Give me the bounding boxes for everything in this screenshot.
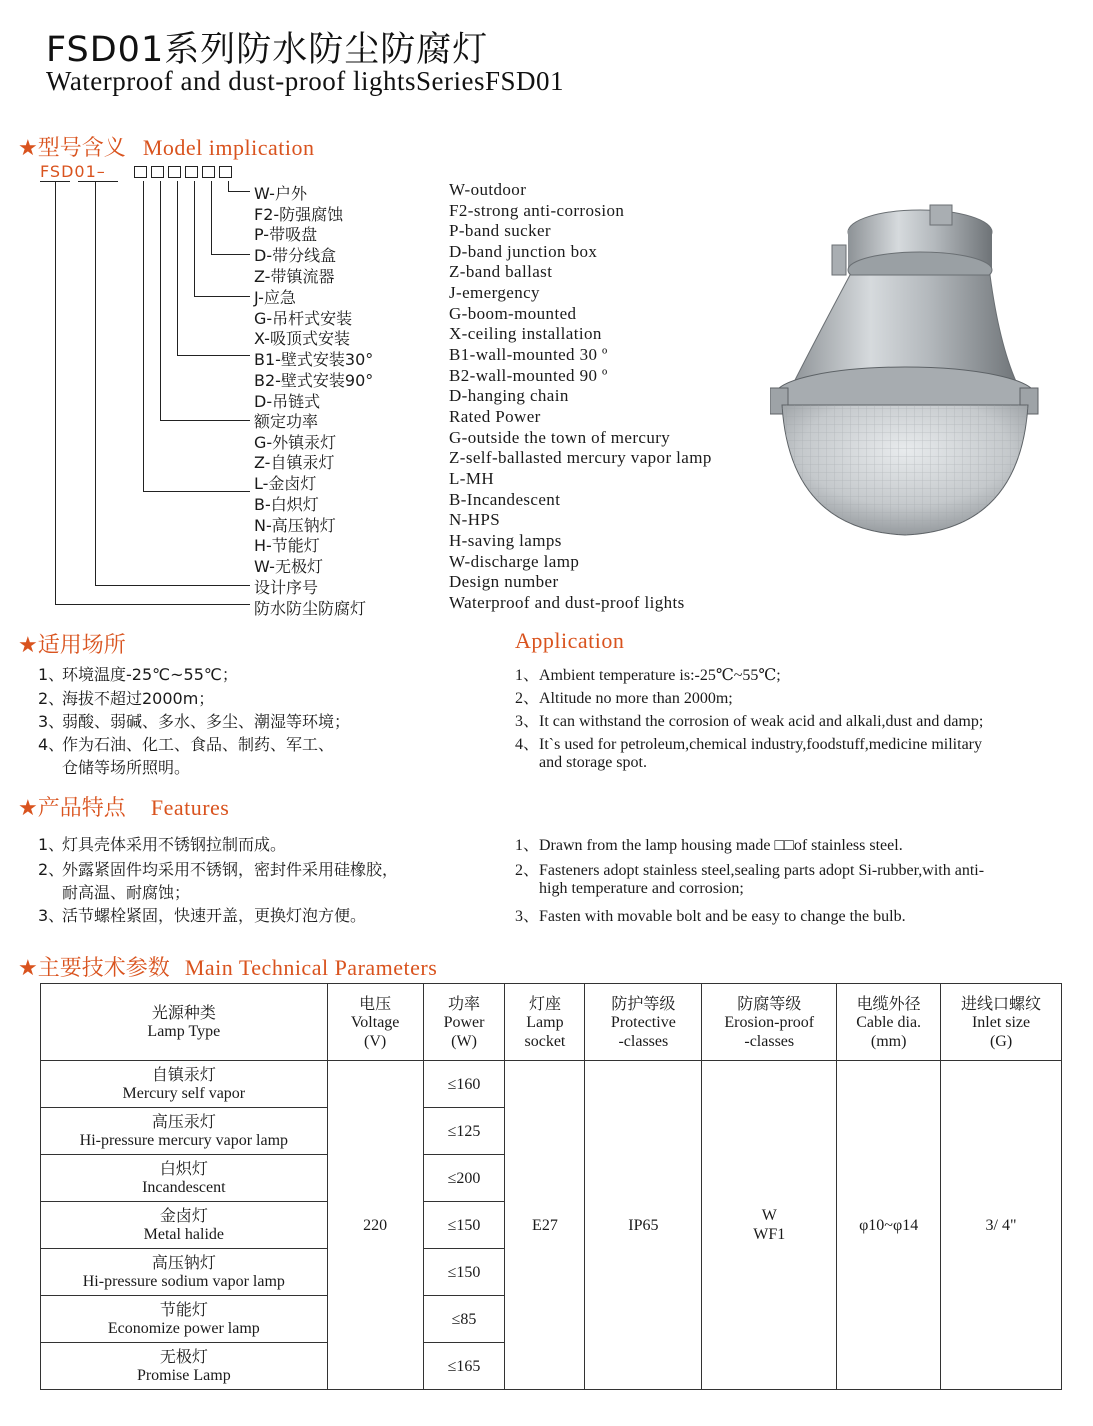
model-heading-cn: 型号含义: [37, 136, 126, 161]
application-item-cn: 仓储等场所照明。: [62, 758, 191, 777]
lamp-type-cell: 节能灯 Economize power lamp: [41, 1296, 328, 1343]
model-row-cn: N-高压钠灯: [254, 516, 336, 535]
model-row-cn: W-无极灯: [254, 557, 323, 576]
lamp-type-cell: 白炽灯 Incandescent: [41, 1155, 328, 1202]
features-item-cn: 1、灯具壳体采用不锈钢拉制而成。: [38, 835, 287, 854]
table-row: [41, 1061, 1062, 1108]
model-row-en: F2-strong anti-corrosion: [449, 201, 625, 220]
model-row-cn: X-吸顶式安装: [254, 329, 350, 348]
star-icon: ★: [18, 796, 38, 821]
power-cell: ≤165: [423, 1343, 505, 1390]
model-row-cn: D-带分线盒: [254, 246, 337, 265]
features-item-cn: 3、活节螺栓紧固，快速开盖，更换灯泡方便。: [38, 906, 367, 925]
header-socket: 灯座 Lamp socket: [505, 984, 585, 1061]
model-row-en: D-hanging chain: [449, 386, 569, 405]
header-power: 功率 Power (W): [423, 984, 505, 1061]
model-row-cn: H-节能灯: [254, 536, 320, 555]
features-item-cn: 2、外露紧固件均采用不锈钢，密封件采用硅橡胶，: [38, 860, 399, 879]
power-cell: ≤125: [423, 1108, 505, 1155]
power-cell: ≤150: [423, 1249, 505, 1296]
model-row-en: Design number: [449, 572, 559, 591]
model-heading-en: Model implication: [142, 135, 315, 160]
model-row-cn: Z-自镇汞灯: [254, 453, 335, 472]
socket-cell: E27: [505, 1061, 585, 1390]
code-box: [134, 166, 147, 178]
model-row-cn: Z-带镇流器: [254, 267, 335, 286]
application-item-cn: 4、作为石油、化工、食品、制药、军工、: [38, 735, 335, 754]
lamp-type-cell: 无极灯 Promise Lamp: [41, 1343, 328, 1390]
model-code: FSD01–: [40, 162, 106, 181]
code-box: [151, 166, 164, 178]
code-box: [219, 166, 232, 178]
model-row-en: W-outdoor: [449, 180, 527, 199]
page-title-cn: FSD01系列防水防尘防腐灯: [46, 30, 489, 70]
voltage-cell: 220: [327, 1061, 423, 1390]
application-item-en: 4、It`s used for petroleum,chemical industry,foodstuff,medicine military: [515, 736, 982, 753]
code-box: [185, 166, 198, 178]
header-erosion: 防腐等级 Erosion-proof -classes: [702, 984, 837, 1061]
application-item-en: and storage spot.: [539, 754, 647, 771]
model-row-en: Waterproof and dust-proof lights: [449, 593, 685, 612]
features-heading-en: Features: [150, 795, 230, 820]
model-row-en: Z-self-ballasted mercury vapor lamp: [449, 448, 712, 467]
model-heading: [18, 131, 315, 162]
model-row-cn: 设计序号: [254, 578, 319, 597]
lamp-type-cell: 金卤灯 Metal halide: [41, 1202, 328, 1249]
model-row-cn: W-户外: [254, 184, 307, 203]
application-heading-cn-block: [18, 628, 126, 659]
power-cell: ≤200: [423, 1155, 505, 1202]
erosion-cell: W WF1: [702, 1061, 837, 1390]
model-row-en: D-band junction box: [449, 242, 598, 261]
model-row-cn: J-应急: [254, 288, 296, 307]
application-item-en: 1、Ambient temperature is:-25℃~55℃;: [515, 667, 781, 684]
model-row-en: G-outside the town of mercury: [449, 428, 671, 447]
features-item-en: 2、Fasteners adopt stainless steel,sealing parts adopt Si-rubber,with anti-: [515, 862, 985, 879]
model-row-en: H-saving lamps: [449, 531, 562, 550]
star-icon: ★: [18, 956, 38, 981]
model-row-cn: G-外镇汞灯: [254, 433, 337, 452]
page-title-en: Waterproof and dust-proof lightsSeriesFSD01: [46, 66, 565, 96]
features-heading: [18, 791, 229, 822]
params-heading: [18, 951, 437, 982]
model-row-cn: F2-防强腐蚀: [254, 205, 344, 224]
features-heading-cn: 产品特点: [37, 796, 126, 821]
star-icon: ★: [18, 136, 38, 161]
protection-cell: IP65: [585, 1061, 702, 1390]
application-item-cn: 2、海拔不超过2000m；: [38, 689, 215, 708]
application-heading-en: Application: [515, 628, 625, 653]
features-item-en: 1、Drawn from the lamp housing made □□of stainless steel.: [515, 837, 903, 854]
application-item-cn: 1、环境温度-25℃~55℃；: [38, 665, 238, 684]
model-row-en: B2-wall-mounted 90 º: [449, 366, 608, 385]
model-row-en: L-MH: [449, 469, 495, 488]
model-row-cn: 额定功率: [254, 412, 319, 431]
model-row-cn: G-吊杆式安装: [254, 309, 353, 328]
inlet-cell: 3/ 4": [941, 1061, 1062, 1390]
model-row-cn: B2-壁式安装90°: [254, 371, 374, 390]
lamp-type-cell: 高压钠灯 Hi-pressure sodium vapor lamp: [41, 1249, 328, 1296]
application-item-en: 3、It can withstand the corrosion of weak acid and alkali,dust and damp;: [515, 713, 984, 730]
model-row-cn: L-金卤灯: [254, 474, 317, 493]
model-row-en: B1-wall-mounted 30 º: [449, 345, 608, 364]
application-heading-cn: 适用场所: [37, 633, 126, 658]
header-cable: 电缆外径 Cable dia. (mm): [837, 984, 941, 1061]
table-header-row: [41, 984, 1062, 1061]
features-item-en: 3、Fasten with movable bolt and be easy to change the bulb.: [515, 908, 906, 925]
lamp-type-cell: 高压汞灯 Hi-pressure mercury vapor lamp: [41, 1108, 328, 1155]
model-row-cn: D-吊链式: [254, 392, 321, 411]
params-table: [40, 983, 1062, 1390]
model-row-en: P-band sucker: [449, 221, 551, 240]
application-item-cn: 3、弱酸、弱碱、多水、多尘、潮湿等环境；: [38, 712, 351, 731]
params-heading-en: Main Technical Parameters: [184, 955, 438, 980]
features-item-en: high temperature and corrosion;: [539, 880, 744, 897]
header-lamp-type: 光源种类 Lamp Type: [41, 984, 328, 1061]
code-box: [202, 166, 215, 178]
star-icon: ★: [18, 633, 38, 658]
model-row-en: J-emergency: [449, 283, 540, 302]
model-row-en: W-discharge lamp: [449, 552, 580, 571]
model-row-en: N-HPS: [449, 510, 501, 529]
header-voltage: 电压 Voltage (V): [327, 984, 423, 1061]
model-row-cn: P-带吸盘: [254, 225, 318, 244]
header-inlet: 进线口螺纹 Inlet size (G): [941, 984, 1062, 1061]
model-row-cn: 防水防尘防腐灯: [254, 599, 367, 618]
params-heading-cn: 主要技术参数: [37, 956, 170, 981]
model-row-en: Rated Power: [449, 407, 541, 426]
lamp-type-cell: 自镇汞灯 Mercury self vapor: [41, 1061, 328, 1108]
lamp-product-image: [770, 200, 1040, 545]
model-row-en: G-boom-mounted: [449, 304, 577, 323]
power-cell: ≤85: [423, 1296, 505, 1343]
model-row-cn: B1-壁式安装30°: [254, 350, 374, 369]
model-row-en: X-ceiling installation: [449, 324, 602, 343]
model-row-en: B-Incandescent: [449, 490, 561, 509]
header-protection: 防护等级 Protective -classes: [585, 984, 702, 1061]
model-row-cn: B-白炽灯: [254, 495, 319, 514]
power-cell: ≤150: [423, 1202, 505, 1249]
model-row-en: Z-band ballast: [449, 262, 553, 281]
power-cell: ≤160: [423, 1061, 505, 1108]
code-box: [168, 166, 181, 178]
application-item-en: 2、Altitude no more than 2000m;: [515, 690, 733, 707]
features-item-cn: 耐高温、耐腐蚀；: [62, 883, 191, 902]
cable-cell: φ10~φ14: [837, 1061, 941, 1390]
